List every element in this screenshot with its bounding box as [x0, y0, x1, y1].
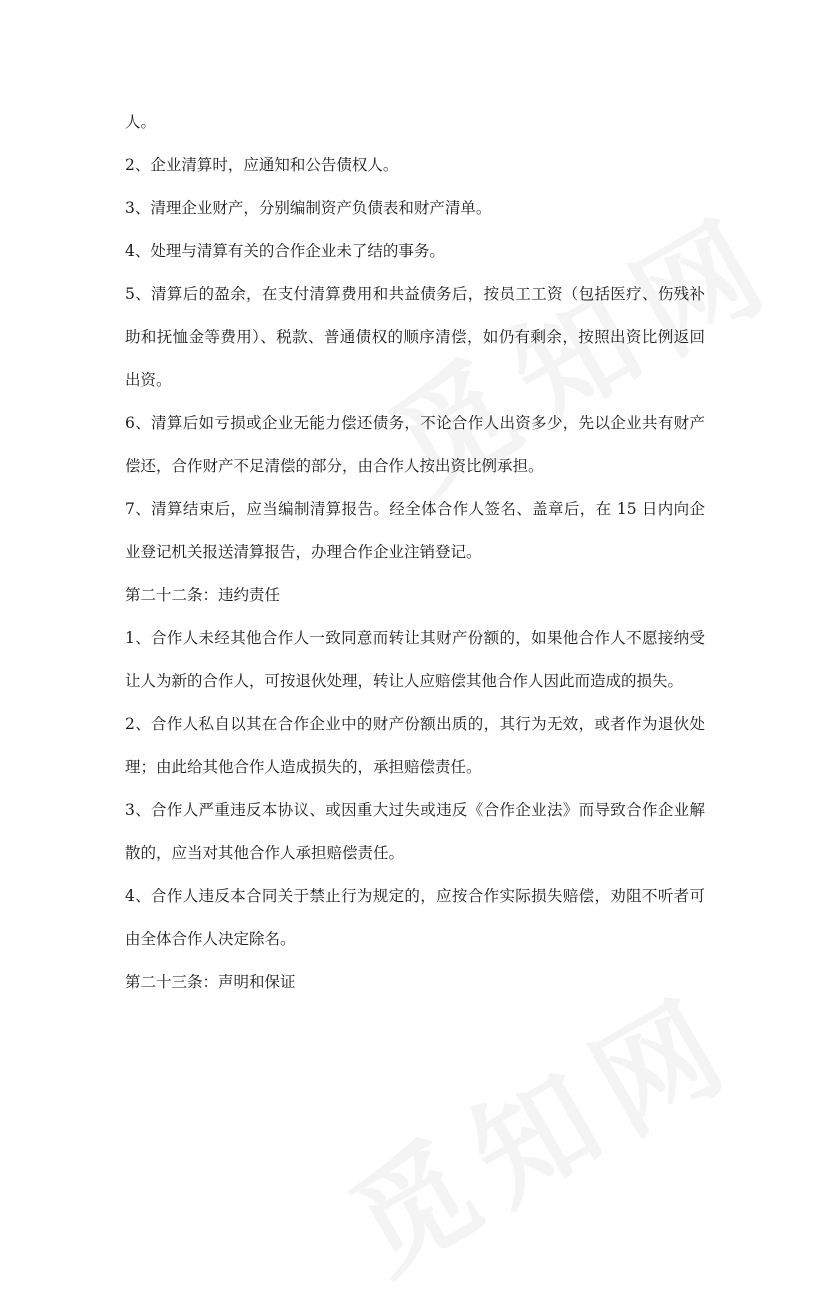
- paragraph-item-6: 6、清算后如亏损或企业无能力偿还债务，不论合作人出资多少，先以企业共有财产偿还，合作财产不足清偿的部分，由合作人按出资比例承担。: [125, 414, 705, 475]
- paragraph-item-5: 5、清算后的盈余，在支付清算费用和共益债务后，按员工工资（包括医疗、伤残补助和抚恤金等费用）、税款、普通债权的顺序清偿，如仍有剩余，按照出资比例返回出资。: [125, 285, 705, 389]
- paragraph-breach-1: 1、合作人未经其他合作人一致同意而转让其财产份额的，如果他合作人不愿接纳受让人为新的合作人，可按退伙处理，转让人应赔偿其他合作人因此而造成的损失。: [125, 629, 705, 690]
- paragraph-continuation: 人。: [125, 113, 157, 131]
- paragraph-item-4: 4、处理与清算有关的合作企业未了结的事务。: [125, 242, 445, 260]
- paragraph-breach-4: 4、合作人违反本合同关于禁止行为规定的，应按合作实际损失赔偿，劝阻不听者可由全体合作人决定除名。: [125, 887, 705, 948]
- document-body: [125, 101, 705, 1004]
- paragraph-item-2: 2、企业清算时，应通知和公告债权人。: [125, 156, 399, 174]
- article-22-heading: 第二十二条：违约责任: [125, 586, 281, 604]
- paragraph-breach-2: 2、合作人私自以其在合作企业中的财产份额出质的，其行为无效，或者作为退伙处理；由此给其他合作人造成损失的，承担赔偿责任。: [125, 715, 705, 776]
- paragraph-breach-3: 3、合作人严重违反本协议、或因重大过失或违反《合作企业法》而导致合作企业解散的，应当对其他合作人承担赔偿责任。: [125, 801, 705, 862]
- article-23-heading: 第二十三条：声明和保证: [125, 973, 296, 991]
- paragraph-item-7: 7、清算结束后，应当编制清算报告。经全体合作人签名、盖章后，在 15 日内向企业登记机关报送清算报告，办理合作企业注销登记。: [125, 500, 705, 561]
- paragraph-item-3: 3、清理企业财产，分别编制资产负债表和财产清单。: [125, 199, 492, 217]
